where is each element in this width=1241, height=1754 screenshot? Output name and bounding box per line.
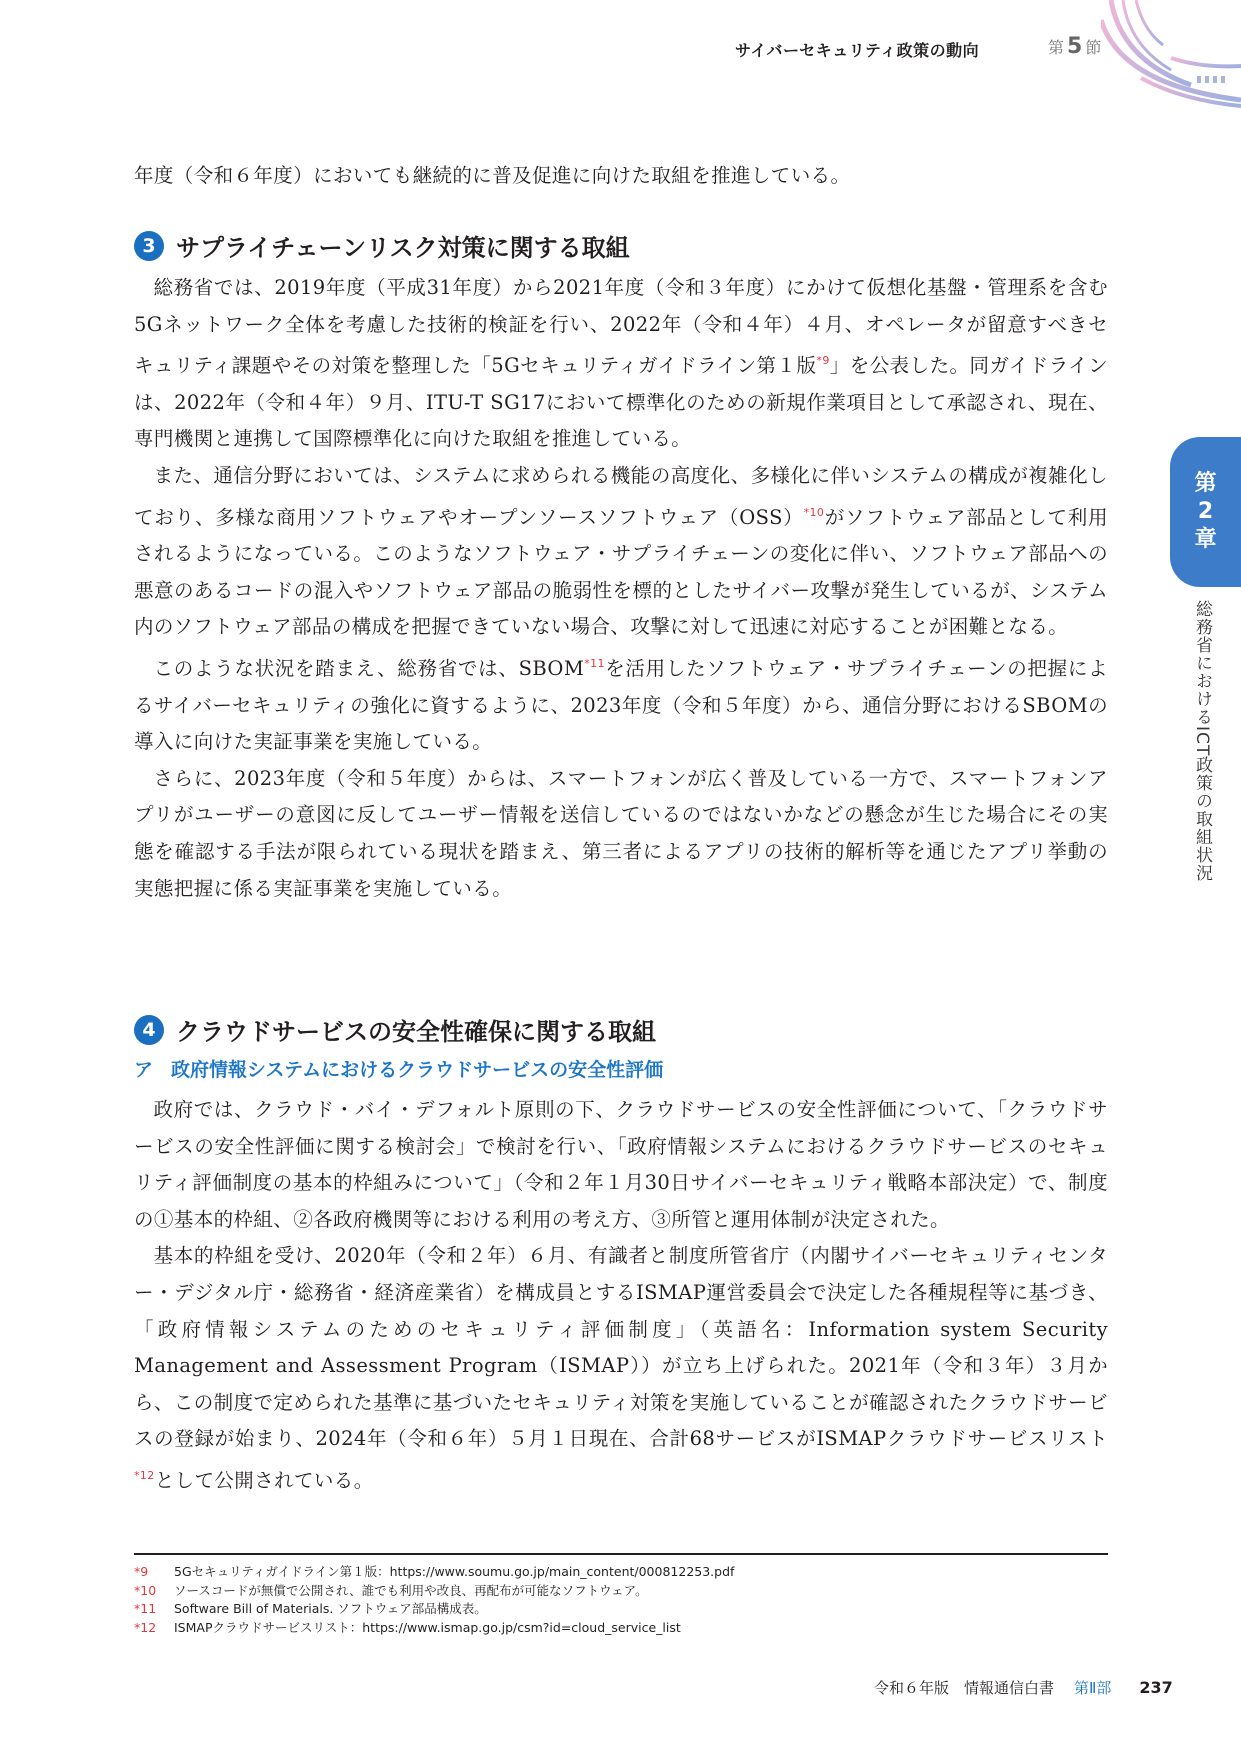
- section-suffix: 節: [1085, 38, 1102, 57]
- section-number-value: 5: [1067, 34, 1083, 59]
- section-3-paragraph: このような状況を踏まえ、総務省では、SBOM$^{*11}$を活用したソフトウェア・サプライチェーンの把握によるサイバーセキュリティの強化に資するように、2023年度（令和５年度）から、通信分野におけるSBOMの導入に向けた実証事業を実施している。: [134, 656, 1108, 754]
- running-header-title: サイバーセキュリティ政策の動向: [735, 41, 980, 60]
- page-footer: [874, 1677, 1173, 1698]
- section-prefix: 第: [1048, 38, 1065, 57]
- intro-continuation-text: 年度（令和６年度）においても継続的に普及促進に向けた取組を推進している。: [134, 164, 851, 187]
- section-4-title: クラウドサービスの安全性確保に関する取組: [176, 1018, 656, 1046]
- section-4-number-badge: 4: [134, 1015, 164, 1045]
- footnotes-list: [134, 1563, 734, 1637]
- subsection-title: 政府情報システムにおけるクラウドサービスの安全性評価: [171, 1059, 664, 1081]
- footnote-item: *9 5Gセキュリティガイドライン第１版：https://www.soumu.go.jp/main_content/000812253.pdf: [134, 1564, 735, 1579]
- footnote-divider: [134, 1553, 1108, 1555]
- section-3-paragraph: 総務省では、2019年度（平成31年度）から2021年度（令和３年度）にかけて仮想化基盤・管理系を含む5Gネットワーク全体を考慮した技術的検証を行い、2022年（令和４年）４月、オペレータが留意すべきセキュリティ課題やその対策を整理した「5Gセキュリティガイドライン第１版$^{*9}$」を公表した。同ガイドラインは、2022年（令和４年）９月、ITU-T SG17において標準化のための新規作業項目として承認され、現在、専門機関と連携して国際標準化に向けた取組を推進している。: [134, 276, 1108, 451]
- section-3-paragraph: さらに、2023年度（令和５年度）からは、スマートフォンが広く普及している一方で、スマートフォンアプリがユーザーの意図に反してユーザー情報を送信しているのではないかなどの懸念が生じた場合にその実態を確認する手法が限られている現状を踏まえ、第三者によるアプリの技術的解析等を通じたアプリ挙動の実態把握に係る実証事業を実施している。: [134, 766, 1108, 900]
- chapter-vertical-title: 総務省におけるICT政策の取組状況: [1192, 600, 1212, 883]
- part-label: 第Ⅱ部: [1074, 1679, 1112, 1697]
- footnote-item: *12 ISMAPクラウドサービスリスト：https://www.ismap.go.jp/csm?id=cloud_service_list: [134, 1619, 681, 1635]
- section-4-paragraph: 基本的枠組を受け、2020年（令和２年）６月、有識者と制度所管省庁（内閣サイバーセキュリティセンター・デジタル庁・総務省・経済産業省）を構成員とするISMAP運営委員会で決定した各種規程等に基づき、「政府情報システムのためのセキュリティ評価制度」（英語名：Information system Security Management and Assessment Program（ISMAP））が立ち上げられた。2021年（令和３年）３月から、この制度で定められた基準に基づいたセキュリティ対策を実施していることが確認されたクラウドサービスの登録が始まり、2024年（令和６年）５月１日現在、合計68サービスがISMAPクラウドサービスリスト$^{*12}$として公開されている。: [134, 1244, 1108, 1492]
- subsection-mark: ア: [134, 1059, 154, 1081]
- chapter-tab: 第 2 章: [1170, 437, 1241, 587]
- footnote-ref-12: *12: [134, 1468, 155, 1482]
- subsection-a-heading: [134, 1055, 663, 1082]
- corner-arc-decoration-icon: [1101, 0, 1241, 110]
- section-3-heading: [134, 228, 630, 263]
- section-4-body: [134, 1092, 1108, 1500]
- section-4-heading: [134, 1012, 656, 1047]
- page-number: 237: [1139, 1678, 1173, 1697]
- edition-label: 令和６年版 情報通信白書: [874, 1679, 1055, 1697]
- footnote-item: *11 Software Bill of Materials. ソフトウェア部品構成表。: [134, 1601, 487, 1616]
- section-3-title: サプライチェーンリスク対策に関する取組: [176, 234, 630, 262]
- section-number: [1048, 34, 1101, 59]
- footnote-item: *10 ソースコードが無償で公開され、誰でも利用や改良、再配布が可能なソフトウェア。: [134, 1582, 648, 1598]
- footnote-ref-9: *9: [816, 354, 830, 368]
- section-3-body: [134, 270, 1108, 907]
- section-3-number-badge: 3: [134, 231, 164, 261]
- footnote-ref-10: *10: [803, 505, 825, 519]
- section-4-paragraph: 政府では、クラウド・バイ・デフォルト原則の下、クラウドサービスの安全性評価について、「クラウドサービスの安全性評価に関する検討会」で検討を行い、「政府情報システムにおけるクラウドサービスのセキュリティ評価制度の基本的枠組みについて」（令和２年１月30日サイバーセキュリティ戦略本部決定）で、制度の①基本的枠組、②各政府機関等における利用の考え方、③所管と運用体制が決定された。: [134, 1098, 1108, 1231]
- section-3-paragraph: また、通信分野においては、システムに求められる機能の高度化、多様化に伴いシステムの構成が複雑化しており、多様な商用ソフトウェアやオープンソースソフトウェア（OSS）$^{*10}$がソフトウェア部品として利用されるようになっている。このようなソフトウェア・サプライチェーンの変化に伴い、ソフトウェア部品への悪意のあるコードの混入やソフトウェア部品の脆弱性を標的としたサイバー攻撃が発生しているが、システム内のソフトウェア部品の構成を把握できていない場合、攻撃に対して迅速に対応することが困難となる。: [134, 463, 1109, 639]
- footnote-ref-11: *11: [584, 656, 605, 670]
